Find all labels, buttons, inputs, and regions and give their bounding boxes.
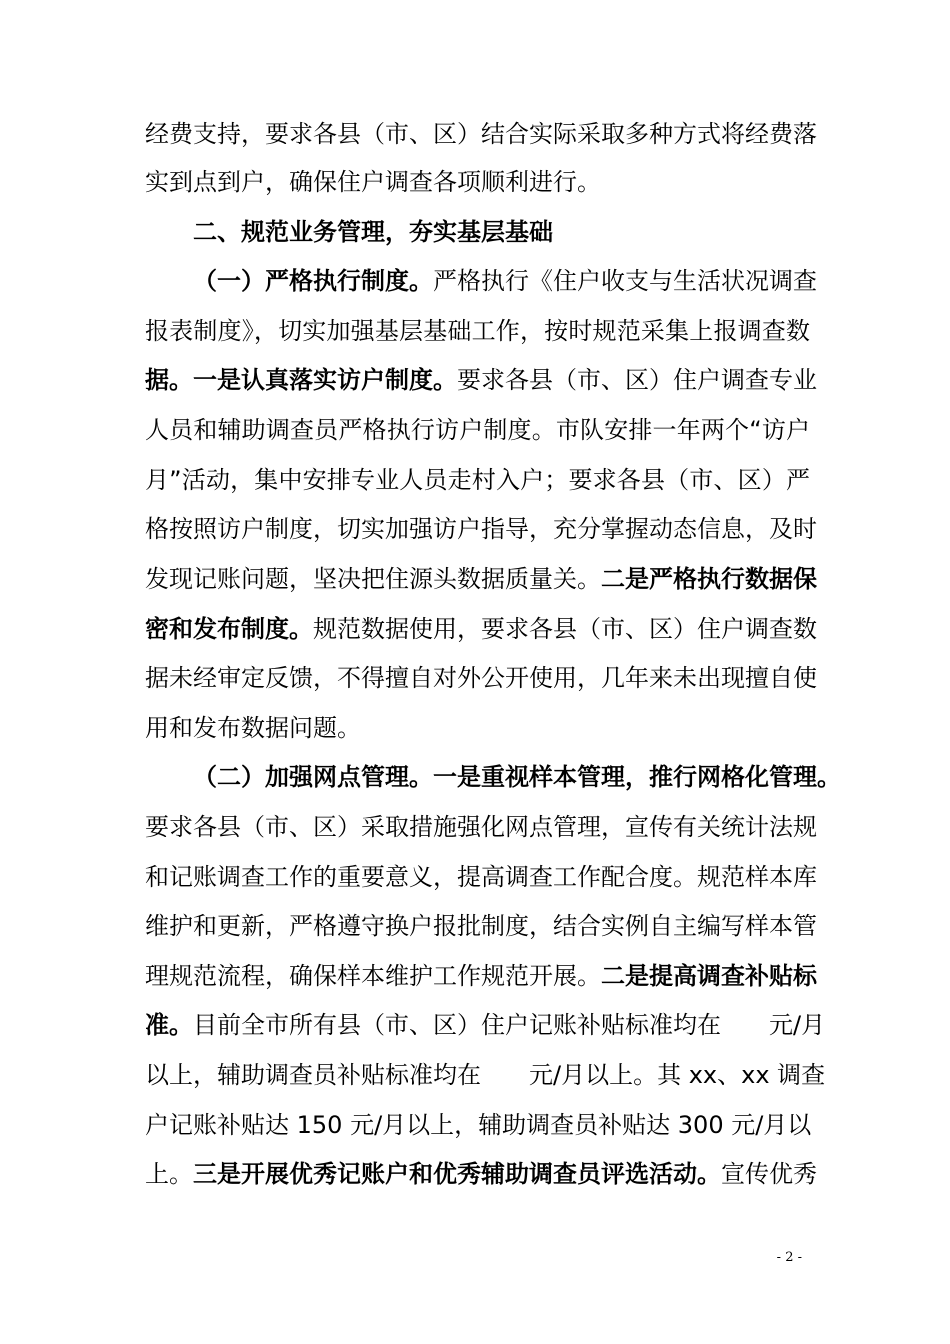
paragraph-line	[145, 859, 817, 895]
text-run: 以上，辅助调查员补贴标准均在 元/月以上。其 xx、xx 调查	[145, 1061, 826, 1089]
paragraph-line	[145, 710, 810, 746]
text-run: 发现记账问题，坚决把住源头数据质量关。	[145, 565, 601, 593]
section-heading	[193, 214, 810, 250]
paragraph-line	[145, 1107, 810, 1143]
text-run: 报表制度》，切实加强基层基础工作，按时规范采集上报调查数	[145, 317, 810, 345]
subheading-line	[193, 759, 841, 795]
paragraph-line	[145, 164, 810, 200]
text-run: 上。	[145, 1160, 193, 1188]
text-run: 要求各县（市、区）住户调查专业	[457, 366, 817, 394]
text-run: 户记账补贴达 150 元/月以上，辅助调查员补贴达 300 元/月以	[145, 1111, 812, 1139]
paragraph-line	[145, 611, 817, 647]
heading-text: 二、规范业务管理，夯实基层基础	[193, 218, 553, 246]
bold-run: 三是开展优秀记账户和优秀辅助调查员评选活动。	[193, 1160, 721, 1188]
text-run: 实到点到户，确保住户调查各项顺利进行。	[145, 168, 601, 196]
bold-run: 二是严格执行数据保	[601, 565, 817, 593]
page-number: - 2 -	[776, 1250, 802, 1265]
text-run: 要求各县（市、区）采取措施强化网点管理，宣传有关统计法规	[145, 813, 817, 841]
text-run: 理规范流程，确保样本维护工作规范开展。	[145, 962, 601, 990]
text-run: 经费支持，要求各县（市、区）结合实际采取多种方式将经费落	[145, 120, 817, 148]
paragraph-line	[145, 1057, 826, 1093]
paragraph-line	[145, 958, 817, 994]
subheading-text: （一）严格执行制度。	[193, 267, 433, 295]
bold-run: 二是提高调查补贴标	[601, 962, 817, 990]
paragraph-line	[145, 561, 817, 597]
paragraph-line	[145, 1156, 817, 1192]
paragraph-line	[145, 116, 817, 152]
paragraph-line	[145, 462, 810, 498]
paragraph-line	[145, 313, 810, 349]
paragraph-line	[145, 1007, 826, 1043]
text-run: 严格执行《住户收支与生活状况调查	[433, 267, 817, 295]
paragraph-line	[145, 362, 817, 398]
paragraph-line	[145, 511, 817, 547]
bold-run: 准。	[145, 1011, 193, 1039]
text-run: 据未经审定反馈，不得擅自对外公开使用，几年来未出现擅自使	[145, 664, 817, 692]
paragraph-line	[145, 412, 810, 448]
subheading-text: （二）加强网点管理。一是重视样本管理，推行网格化管理。	[193, 763, 841, 791]
text-run: 目前全市所有县（市、区）住户记账补贴标准均在 元/月	[193, 1011, 826, 1039]
paragraph-line	[145, 809, 817, 845]
text-run: 维护和更新，严格遵守换户报批制度，结合实例自主编写样本管	[145, 912, 817, 940]
paragraph-line	[145, 908, 817, 944]
bold-run: 密和发布制度。	[145, 615, 313, 643]
text-run: 用和发布数据问题。	[145, 714, 361, 742]
text-run: 格按照访户制度，切实加强访户指导，充分掌握动态信息，及时	[145, 515, 817, 543]
text-run: 和记账调查工作的重要意义，提高调查工作配合度。规范样本库	[145, 863, 817, 891]
bold-run: 据。一是认真落实访户制度。	[145, 366, 457, 394]
paragraph-line	[193, 263, 817, 299]
paragraph-line	[145, 660, 817, 696]
text-run: 人员和辅助调查员严格执行访户制度。市队安排一年两个“访户	[145, 416, 810, 444]
text-run: 宣传优秀	[721, 1160, 817, 1188]
text-run: 月”活动，集中安排专业人员走村入户；要求各县（市、区）严	[145, 466, 810, 494]
text-run: 规范数据使用，要求各县（市、区）住户调查数	[313, 615, 817, 643]
